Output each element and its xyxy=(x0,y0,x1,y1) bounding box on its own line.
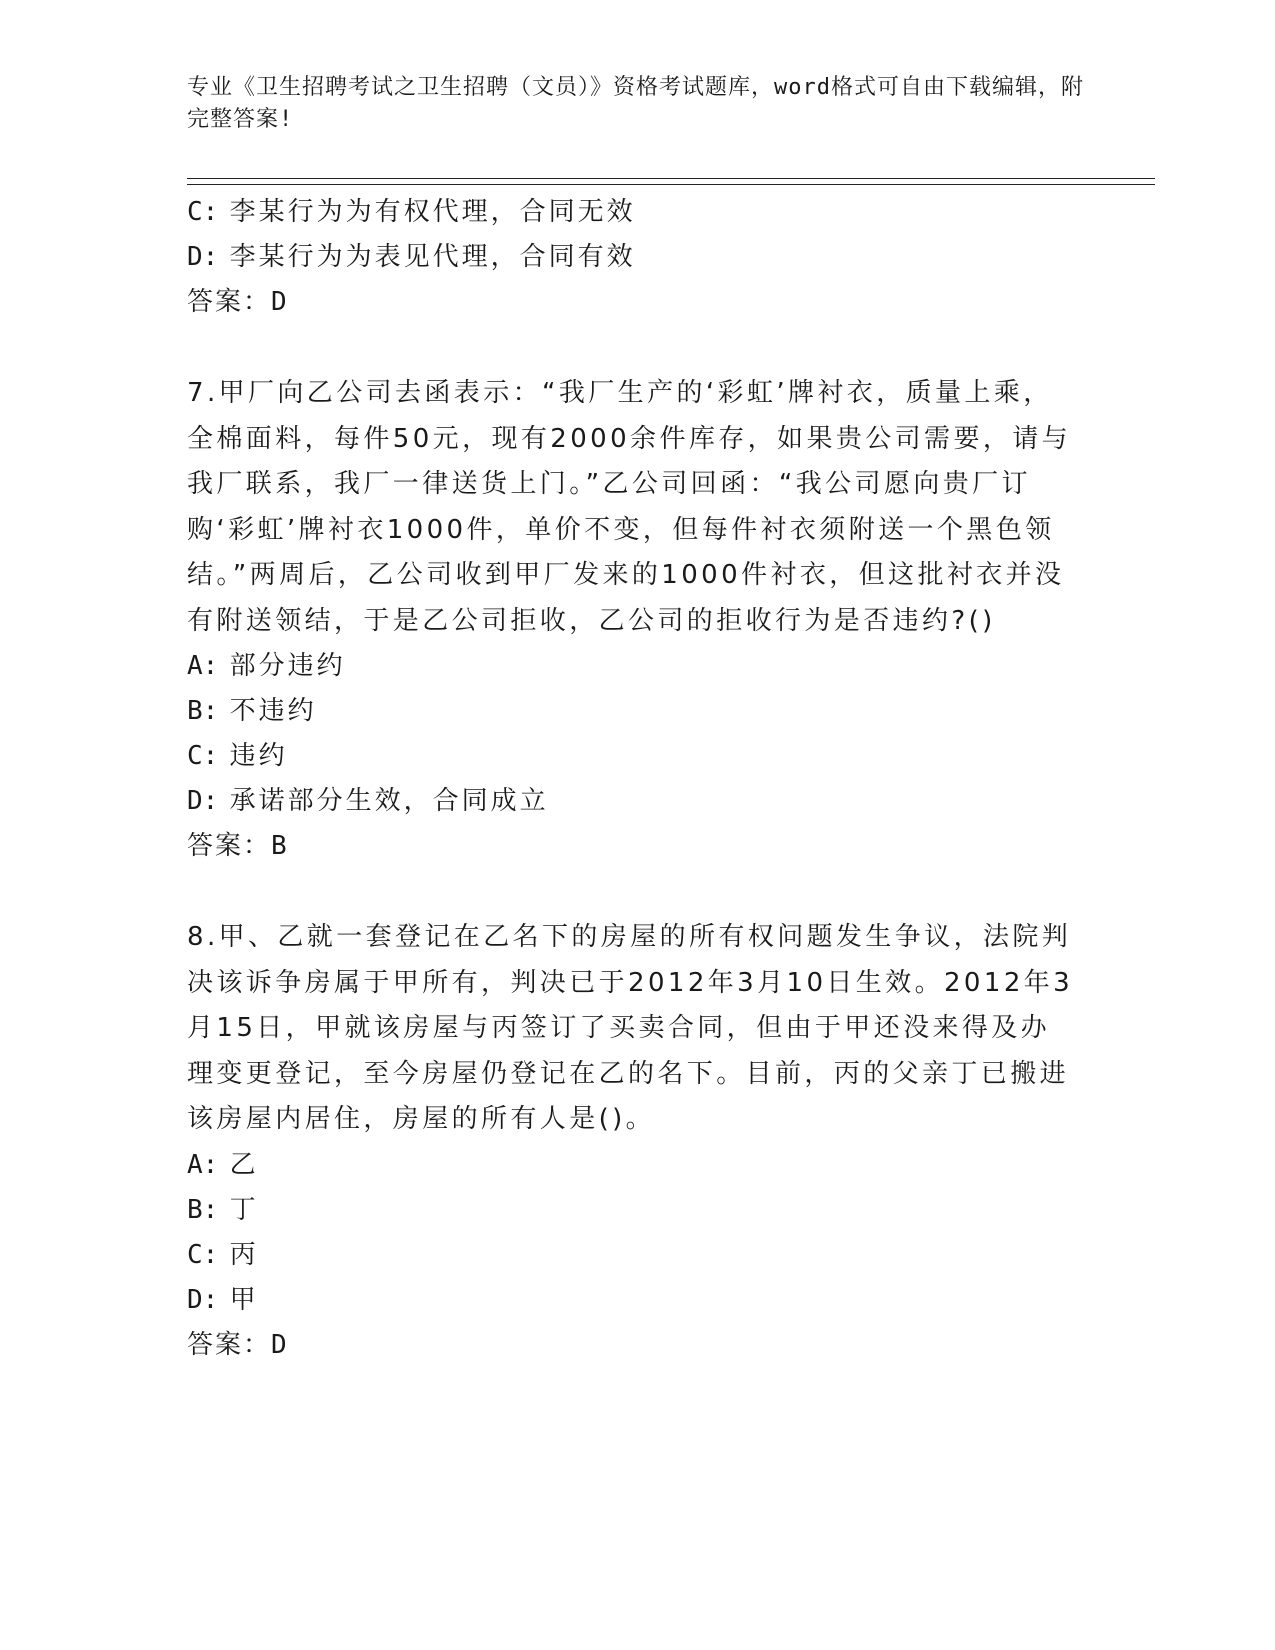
option-text: 丁 xyxy=(229,1194,259,1225)
option-a xyxy=(187,644,1087,689)
option-key: A: xyxy=(187,1149,219,1180)
option-c xyxy=(187,1233,1087,1278)
option-key: D: xyxy=(187,786,219,816)
answer-label: 答案： xyxy=(187,831,272,861)
option-key: C: xyxy=(187,1239,219,1270)
option-key: A: xyxy=(187,651,219,681)
question-block-7 xyxy=(187,371,1087,869)
header-text: 专业《卫生招聘考试之卫生招聘（文员）》资格考试题库，word格式可自由下载编辑，附完整答案! xyxy=(187,75,1084,132)
header-divider-top xyxy=(187,178,1155,179)
option-text: 部分违约 xyxy=(229,651,346,681)
question-text: 8.甲、乙就一套登记在乙名下的房屋的所有权问题发生争议，法院判决该诉争房属于甲所有，判决已于2012年3月10日生效。2012年3月15日，甲就该房屋与丙签订了买卖合同，但由于甲还没来得及办理变更登记，至今房屋仍登记在乙的名下。目前，丙的父亲丁已搬进该房屋内居住，房屋的所有人是()。 xyxy=(187,922,1074,1134)
option-text: 乙 xyxy=(229,1149,259,1180)
question-block-8 xyxy=(187,915,1087,1368)
document-header xyxy=(187,72,1087,136)
option-c xyxy=(187,734,1087,779)
header-divider-bottom xyxy=(187,184,1155,185)
answer-value: D xyxy=(271,1329,287,1360)
option-key: C: xyxy=(187,741,219,771)
answer-value: B xyxy=(271,831,287,861)
option-d xyxy=(187,235,1087,280)
option-text: 不违约 xyxy=(229,696,317,726)
option-a xyxy=(187,1143,1087,1188)
option-d xyxy=(187,779,1087,824)
option-c xyxy=(187,190,1087,235)
question-text: 7.甲厂向乙公司去函表示：“我厂生产的‘彩虹’牌衬衣，质量上乘，全棉面料，每件50元，现有2000余件库存，如果贵公司需要，请与我厂联系，我厂一律送货上门。”乙公司回函：“我公司愿向贵厂订购‘彩虹’牌衬衣1000件，单价不变，但每件衬衣须附送一个黑色领结。”两周后，乙公司收到甲厂发来的1000件衬衣，但这批衬衣并没有附送领结，于是乙公司拒收，乙公司的拒收行为是否违约?() xyxy=(187,378,1072,636)
option-text: 违约 xyxy=(229,741,288,771)
option-key: B: xyxy=(187,1194,219,1225)
option-text: 李某行为为表见代理，合同有效 xyxy=(229,242,636,272)
answer-line xyxy=(187,280,1087,325)
prev-question-block xyxy=(187,190,1087,325)
document-body xyxy=(187,190,1087,1368)
option-b xyxy=(187,1188,1087,1233)
option-text: 甲 xyxy=(229,1284,259,1315)
option-key: D: xyxy=(187,242,219,272)
answer-label: 答案： xyxy=(187,287,272,317)
option-key: B: xyxy=(187,696,219,726)
option-text: 承诺部分生效，合同成立 xyxy=(229,786,549,816)
option-key: C: xyxy=(187,197,219,227)
answer-line xyxy=(187,1323,1087,1368)
option-b xyxy=(187,689,1087,734)
answer-line xyxy=(187,824,1087,869)
answer-label: 答案： xyxy=(187,1329,272,1360)
option-text: 李某行为为有权代理，合同无效 xyxy=(229,197,636,227)
option-text: 丙 xyxy=(229,1239,259,1270)
option-key: D: xyxy=(187,1284,219,1315)
answer-value: D xyxy=(271,287,287,317)
option-d xyxy=(187,1278,1087,1323)
